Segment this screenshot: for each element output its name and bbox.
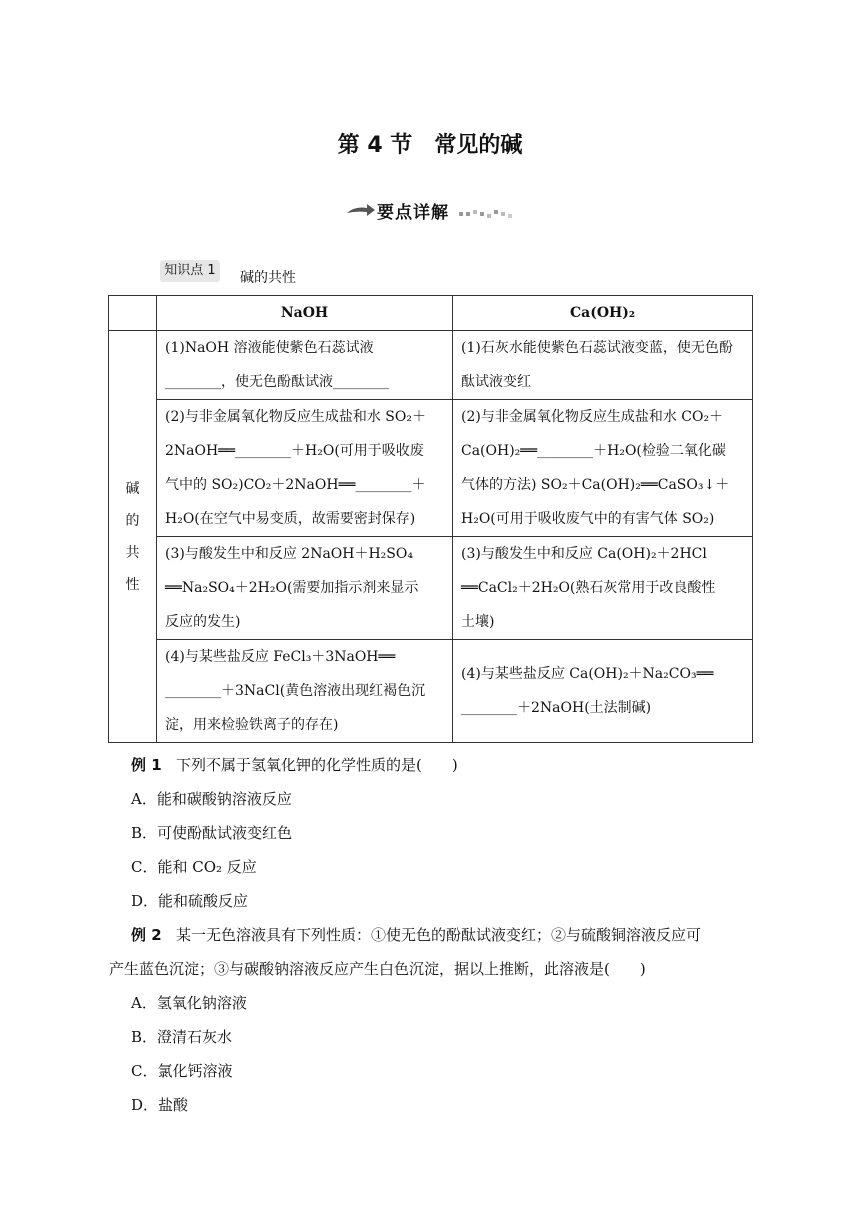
cell-line: Ca(OH)₂══________＋H₂O(检验二氧化碳 [461, 443, 726, 459]
option: C．能和 CO₂ 反应 [131, 858, 257, 876]
caoh-cell-3 [453, 537, 753, 640]
section-title: 常见的碱 [434, 133, 523, 158]
example-2-question [131, 918, 701, 952]
dots-decoration-icon [459, 208, 513, 218]
table-row [109, 537, 753, 640]
side-char: 共 [125, 544, 140, 561]
cell-line: (3)与酸发生中和反应 Ca(OH)₂＋2HCl [461, 546, 707, 562]
cell-line: 反应的发生) [165, 614, 241, 630]
cell-line: (2)与非金属氧化物反应生成盐和水 SO₂＋ [165, 409, 426, 425]
table-row [109, 400, 753, 537]
caoh-cell-2 [453, 400, 753, 537]
option: B．可使酚酞试液变红色 [131, 824, 293, 842]
option: D．能和硫酸反应 [131, 892, 249, 910]
example-label: 例 1 [131, 756, 162, 774]
option: B．澄清石灰水 [131, 1028, 233, 1046]
cell-line: 酞试液变红 [461, 374, 531, 390]
cell-line: ══CaCl₂＋2H₂O(熟石灰常用于改良酸性 [461, 580, 716, 596]
table-row [109, 331, 753, 400]
side-label-cell [109, 331, 157, 743]
cell-line: ________，使无色酚酞试液________ [165, 374, 389, 390]
header-caoh: Ca(OH)₂ [453, 296, 753, 331]
table-header-row [109, 296, 753, 331]
table-corner-cell [109, 296, 157, 331]
option: A．能和碳酸钠溶液反应 [131, 790, 292, 808]
side-char: 碱 [125, 480, 140, 497]
properties-table [108, 295, 753, 743]
cell-line: H₂O(在空气中易变质，故需要密封保存) [165, 511, 416, 527]
option: C．氯化钙溶液 [131, 1062, 233, 1080]
naoh-cell-2 [157, 400, 453, 537]
cell-line: (4)与某些盐反应 Ca(OH)₂＋Na₂CO₃══ [461, 666, 714, 682]
question-text: 某一无色溶液具有下列性质：①使无色的酚酞试液变红；②与硫酸铜溶液反应可 [175, 926, 701, 944]
knowledge-point-title: 碱的共性 [240, 270, 296, 286]
cell-line: ________＋2NaOH(土法制碱) [461, 700, 652, 716]
naoh-cell-4 [157, 640, 453, 743]
naoh-cell-1 [157, 331, 453, 400]
arrow-icon [347, 204, 375, 216]
option: D．盐酸 [131, 1096, 189, 1114]
cell-line: (1)NaOH 溶液能使紫色石蕊试液 [165, 340, 374, 356]
knowledge-point-badge: 知识点 1 [160, 260, 220, 282]
table-row [109, 640, 753, 743]
header-naoh: NaOH [157, 296, 453, 331]
cell-line: (4)与某些盐反应 FeCl₃＋3NaOH══ [165, 649, 396, 665]
section-number: 第 4 节 [337, 133, 413, 158]
banner-text: 要点详解 [377, 203, 449, 223]
cell-line: 土壤) [461, 614, 495, 630]
cell-line: 淀，用来检验铁离子的存在) [165, 717, 339, 733]
example-1-question [131, 748, 701, 782]
naoh-cell-3 [157, 537, 453, 640]
cell-line: ══Na₂SO₄＋2H₂O(需要加指示剂来显示 [165, 580, 419, 596]
question-text: 下列不属于氢氧化钾的化学性质的是( ) [175, 756, 458, 774]
cell-line: 气体的方法) SO₂＋Ca(OH)₂══CaSO₃↓＋ [461, 477, 730, 493]
side-char: 性 [125, 576, 140, 593]
caoh-cell-4 [453, 640, 753, 743]
cell-line: H₂O(可用于吸收废气中的有害气体 SO₂) [461, 511, 715, 527]
cell-line: (3)与酸发生中和反应 2NaOH＋H₂SO₄ [165, 546, 413, 562]
example-label: 例 2 [131, 926, 162, 944]
section-banner [347, 196, 513, 224]
cell-line: 2NaOH══________＋H₂O(可用于吸收废 [165, 443, 424, 459]
cell-line: (1)石灰水能使紫色石蕊试液变蓝，使无色酚 [461, 340, 733, 356]
examples-section [109, 748, 701, 1122]
cell-line: (2)与非金属氧化物反应生成盐和水 CO₂＋ [461, 409, 724, 425]
cell-line: 气中的 SO₂)CO₂＋2NaOH══________＋ [165, 477, 426, 493]
question-continuation: 产生蓝色沉淀；③与碳酸钠溶液反应产生白色沉淀，据以上推断，此溶液是( ) [109, 960, 646, 978]
side-char: 的 [125, 512, 140, 529]
cell-line: ________＋3NaCl(黄色溶液出现红褐色沉 [165, 683, 426, 699]
option: A．氢氧化钠溶液 [131, 994, 247, 1012]
caoh-cell-1 [453, 331, 753, 400]
page-title [0, 128, 860, 159]
